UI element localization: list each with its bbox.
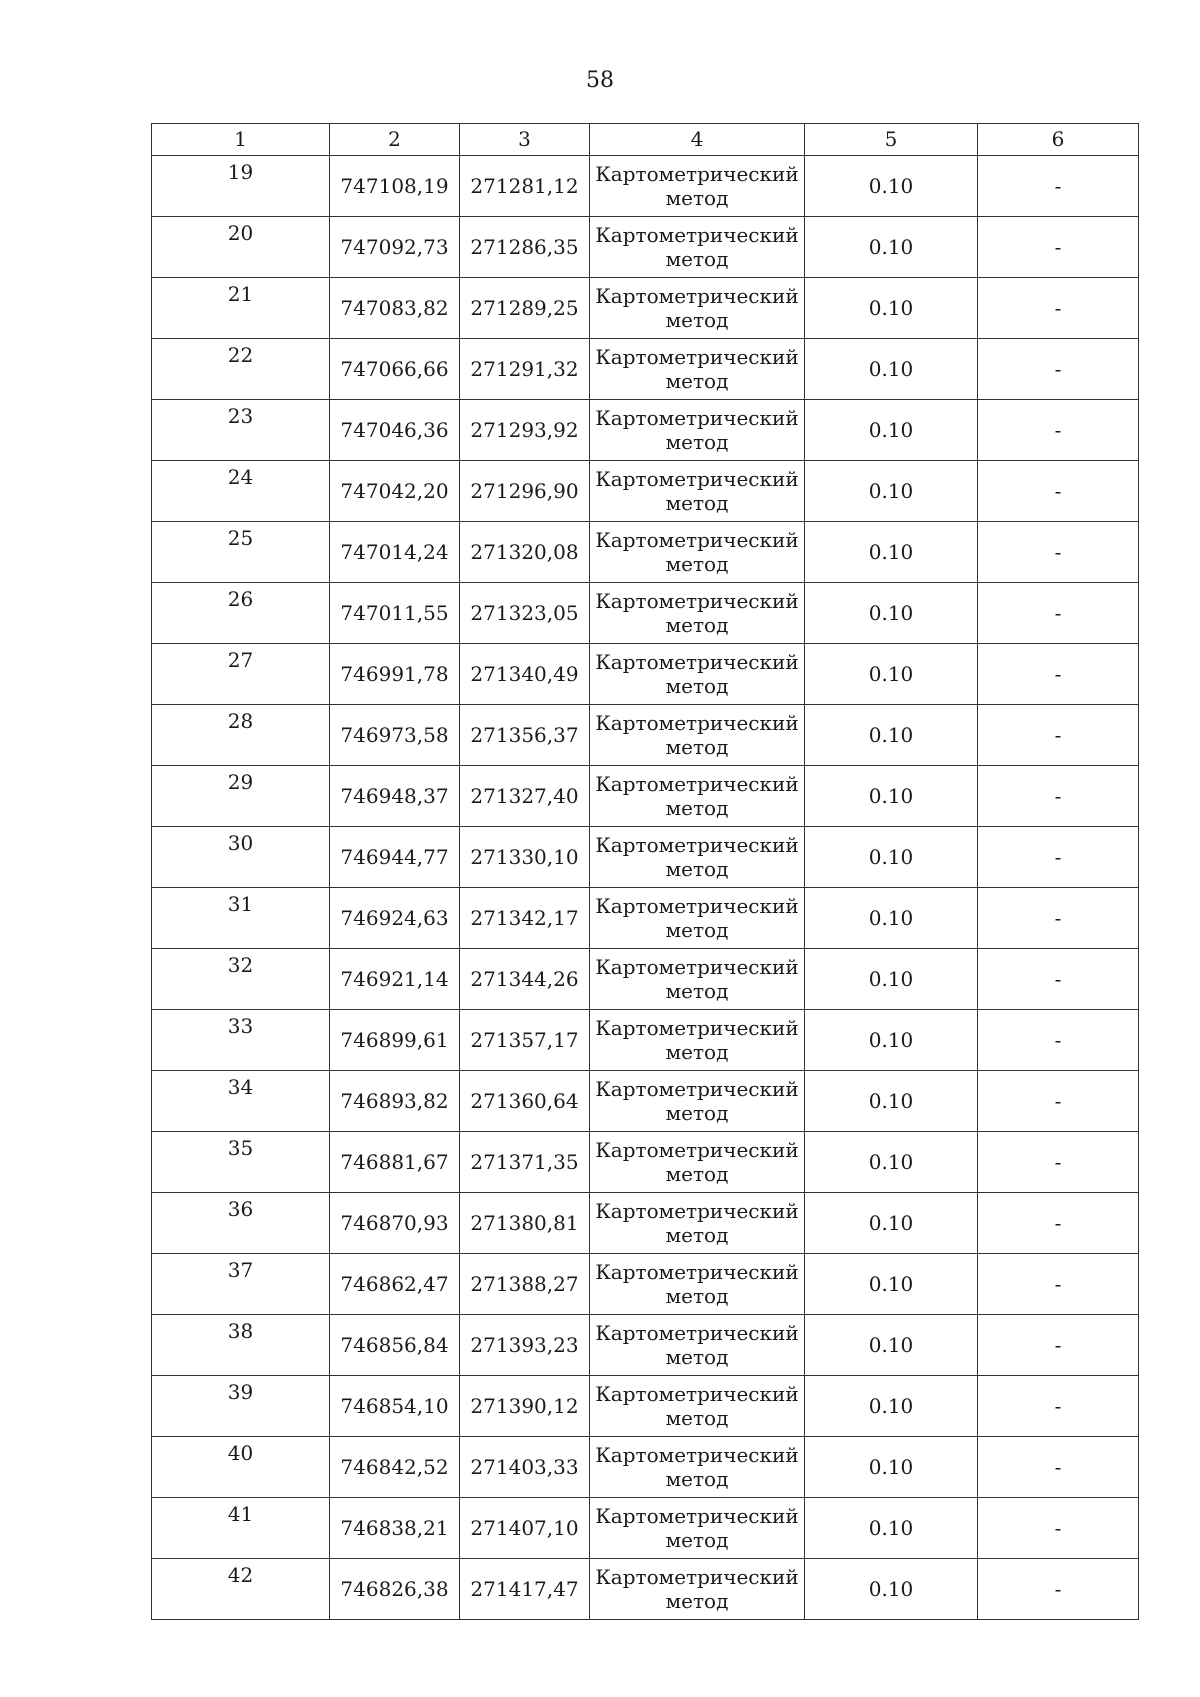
method-line-2: метод xyxy=(665,1223,729,1247)
method-line-1: Картометрический xyxy=(595,711,799,735)
accuracy-cell: 0.10 xyxy=(805,339,978,400)
method-cell xyxy=(590,1071,805,1132)
point-number-cell: 38 xyxy=(152,1315,330,1376)
table-row xyxy=(152,278,1139,339)
accuracy-cell: 0.10 xyxy=(805,1010,978,1071)
y-coordinate-cell: 271342,17 xyxy=(460,888,590,949)
x-coordinate-cell: 746862,47 xyxy=(330,1254,460,1315)
method-line-2: метод xyxy=(665,491,729,515)
header-cell-1: 1 xyxy=(152,124,330,156)
method-line-2: метод xyxy=(665,1589,729,1613)
method-line-2: метод xyxy=(665,918,729,942)
table-row xyxy=(152,827,1139,888)
accuracy-cell: 0.10 xyxy=(805,1315,978,1376)
table-row xyxy=(152,644,1139,705)
method-line-1: Картометрический xyxy=(595,589,799,613)
y-coordinate-cell: 271388,27 xyxy=(460,1254,590,1315)
x-coordinate-cell: 746973,58 xyxy=(330,705,460,766)
method-cell xyxy=(590,1254,805,1315)
accuracy-cell: 0.10 xyxy=(805,644,978,705)
y-coordinate-cell: 271281,12 xyxy=(460,156,590,217)
method-line-2: метод xyxy=(665,430,729,454)
header-cell-5: 5 xyxy=(805,124,978,156)
header-cell-4: 4 xyxy=(590,124,805,156)
method-line-2: метод xyxy=(665,1467,729,1491)
x-coordinate-cell: 747066,66 xyxy=(330,339,460,400)
point-number-cell: 35 xyxy=(152,1132,330,1193)
x-coordinate-cell: 747014,24 xyxy=(330,522,460,583)
accuracy-cell: 0.10 xyxy=(805,278,978,339)
method-line-1: Картометрический xyxy=(595,955,799,979)
x-coordinate-cell: 747092,73 xyxy=(330,217,460,278)
table-row xyxy=(152,583,1139,644)
header-row xyxy=(152,124,1139,156)
note-cell: - xyxy=(978,705,1139,766)
point-number-cell: 42 xyxy=(152,1559,330,1620)
method-line-1: Картометрический xyxy=(595,528,799,552)
note-cell: - xyxy=(978,1559,1139,1620)
accuracy-cell: 0.10 xyxy=(805,156,978,217)
y-coordinate-cell: 271293,92 xyxy=(460,400,590,461)
note-cell: - xyxy=(978,1254,1139,1315)
x-coordinate-cell: 747083,82 xyxy=(330,278,460,339)
y-coordinate-cell: 271417,47 xyxy=(460,1559,590,1620)
method-cell xyxy=(590,1498,805,1559)
method-cell xyxy=(590,400,805,461)
table-row xyxy=(152,156,1139,217)
table-row xyxy=(152,1559,1139,1620)
y-coordinate-cell: 271340,49 xyxy=(460,644,590,705)
method-line-2: метод xyxy=(665,1101,729,1125)
point-number-cell: 23 xyxy=(152,400,330,461)
page-number: 58 xyxy=(586,68,614,93)
note-cell: - xyxy=(978,156,1139,217)
header-cell-3: 3 xyxy=(460,124,590,156)
point-number-cell: 29 xyxy=(152,766,330,827)
method-cell xyxy=(590,1193,805,1254)
method-line-1: Картометрический xyxy=(595,1016,799,1040)
y-coordinate-cell: 271390,12 xyxy=(460,1376,590,1437)
accuracy-cell: 0.10 xyxy=(805,1559,978,1620)
accuracy-cell: 0.10 xyxy=(805,1437,978,1498)
note-cell: - xyxy=(978,1315,1139,1376)
y-coordinate-cell: 271323,05 xyxy=(460,583,590,644)
method-line-1: Картометрический xyxy=(595,1382,799,1406)
accuracy-cell: 0.10 xyxy=(805,1376,978,1437)
x-coordinate-cell: 746870,93 xyxy=(330,1193,460,1254)
method-cell xyxy=(590,1376,805,1437)
method-cell xyxy=(590,1437,805,1498)
header-cell-2: 2 xyxy=(330,124,460,156)
method-line-1: Картометрический xyxy=(595,894,799,918)
method-line-1: Картометрический xyxy=(595,406,799,430)
method-line-1: Картометрический xyxy=(595,345,799,369)
note-cell: - xyxy=(978,766,1139,827)
y-coordinate-cell: 271320,08 xyxy=(460,522,590,583)
note-cell: - xyxy=(978,1437,1139,1498)
method-line-1: Картометрический xyxy=(595,467,799,491)
point-number-cell: 41 xyxy=(152,1498,330,1559)
method-line-1: Картометрический xyxy=(595,650,799,674)
accuracy-cell: 0.10 xyxy=(805,827,978,888)
y-coordinate-cell: 271330,10 xyxy=(460,827,590,888)
table-row xyxy=(152,400,1139,461)
method-line-1: Картометрический xyxy=(595,772,799,796)
y-coordinate-cell: 271289,25 xyxy=(460,278,590,339)
point-number-cell: 25 xyxy=(152,522,330,583)
note-cell: - xyxy=(978,827,1139,888)
method-line-2: метод xyxy=(665,1345,729,1369)
method-cell xyxy=(590,278,805,339)
method-line-2: метод xyxy=(665,1040,729,1064)
x-coordinate-cell: 746838,21 xyxy=(330,1498,460,1559)
note-cell: - xyxy=(978,1376,1139,1437)
note-cell: - xyxy=(978,1498,1139,1559)
note-cell: - xyxy=(978,278,1139,339)
method-cell xyxy=(590,644,805,705)
coordinates-table xyxy=(151,123,1139,1620)
accuracy-cell: 0.10 xyxy=(805,888,978,949)
method-line-2: метод xyxy=(665,979,729,1003)
method-line-1: Картометрический xyxy=(595,1443,799,1467)
method-cell xyxy=(590,1559,805,1620)
accuracy-cell: 0.10 xyxy=(805,522,978,583)
x-coordinate-cell: 747042,20 xyxy=(330,461,460,522)
note-cell: - xyxy=(978,217,1139,278)
table-row xyxy=(152,705,1139,766)
method-line-1: Картометрический xyxy=(595,284,799,308)
table-row xyxy=(152,217,1139,278)
x-coordinate-cell: 746944,77 xyxy=(330,827,460,888)
x-coordinate-cell: 746899,61 xyxy=(330,1010,460,1071)
y-coordinate-cell: 271286,35 xyxy=(460,217,590,278)
y-coordinate-cell: 271356,37 xyxy=(460,705,590,766)
table-row xyxy=(152,1193,1139,1254)
table-body xyxy=(152,156,1139,1620)
point-number-cell: 30 xyxy=(152,827,330,888)
accuracy-cell: 0.10 xyxy=(805,1498,978,1559)
method-cell xyxy=(590,827,805,888)
y-coordinate-cell: 271407,10 xyxy=(460,1498,590,1559)
method-line-1: Картометрический xyxy=(595,223,799,247)
method-line-2: метод xyxy=(665,369,729,393)
table-row xyxy=(152,949,1139,1010)
table-row xyxy=(152,461,1139,522)
method-line-2: метод xyxy=(665,308,729,332)
method-line-2: метод xyxy=(665,735,729,759)
method-cell xyxy=(590,1010,805,1071)
x-coordinate-cell: 746856,84 xyxy=(330,1315,460,1376)
accuracy-cell: 0.10 xyxy=(805,461,978,522)
method-cell xyxy=(590,461,805,522)
y-coordinate-cell: 271371,35 xyxy=(460,1132,590,1193)
x-coordinate-cell: 747108,19 xyxy=(330,156,460,217)
method-cell xyxy=(590,888,805,949)
x-coordinate-cell: 746826,38 xyxy=(330,1559,460,1620)
method-line-1: Картометрический xyxy=(595,1199,799,1223)
note-cell: - xyxy=(978,583,1139,644)
x-coordinate-cell: 747046,36 xyxy=(330,400,460,461)
method-line-1: Картометрический xyxy=(595,1565,799,1589)
note-cell: - xyxy=(978,339,1139,400)
method-line-1: Картометрический xyxy=(595,162,799,186)
point-number-cell: 27 xyxy=(152,644,330,705)
table-row xyxy=(152,1010,1139,1071)
method-line-2: метод xyxy=(665,1406,729,1430)
accuracy-cell: 0.10 xyxy=(805,1132,978,1193)
y-coordinate-cell: 271403,33 xyxy=(460,1437,590,1498)
method-line-1: Картометрический xyxy=(595,1260,799,1284)
accuracy-cell: 0.10 xyxy=(805,217,978,278)
table-row xyxy=(152,1315,1139,1376)
method-cell xyxy=(590,705,805,766)
point-number-cell: 20 xyxy=(152,217,330,278)
note-cell: - xyxy=(978,1010,1139,1071)
y-coordinate-cell: 271327,40 xyxy=(460,766,590,827)
x-coordinate-cell: 746893,82 xyxy=(330,1071,460,1132)
header-cell-6: 6 xyxy=(978,124,1139,156)
method-line-2: метод xyxy=(665,857,729,881)
accuracy-cell: 0.10 xyxy=(805,1193,978,1254)
note-cell: - xyxy=(978,522,1139,583)
y-coordinate-cell: 271357,17 xyxy=(460,1010,590,1071)
note-cell: - xyxy=(978,1193,1139,1254)
method-cell xyxy=(590,1132,805,1193)
point-number-cell: 19 xyxy=(152,156,330,217)
point-number-cell: 32 xyxy=(152,949,330,1010)
x-coordinate-cell: 746854,10 xyxy=(330,1376,460,1437)
method-line-1: Картометрический xyxy=(595,833,799,857)
accuracy-cell: 0.10 xyxy=(805,766,978,827)
accuracy-cell: 0.10 xyxy=(805,949,978,1010)
x-coordinate-cell: 746948,37 xyxy=(330,766,460,827)
y-coordinate-cell: 271380,81 xyxy=(460,1193,590,1254)
method-cell xyxy=(590,1315,805,1376)
method-cell xyxy=(590,156,805,217)
point-number-cell: 24 xyxy=(152,461,330,522)
y-coordinate-cell: 271393,23 xyxy=(460,1315,590,1376)
table-row xyxy=(152,1498,1139,1559)
method-line-2: метод xyxy=(665,247,729,271)
point-number-cell: 26 xyxy=(152,583,330,644)
x-coordinate-cell: 746842,52 xyxy=(330,1437,460,1498)
accuracy-cell: 0.10 xyxy=(805,705,978,766)
method-line-2: метод xyxy=(665,1284,729,1308)
table-row xyxy=(152,1376,1139,1437)
method-cell xyxy=(590,339,805,400)
method-line-2: метод xyxy=(665,186,729,210)
table-row xyxy=(152,522,1139,583)
method-line-1: Картометрический xyxy=(595,1321,799,1345)
note-cell: - xyxy=(978,461,1139,522)
point-number-cell: 28 xyxy=(152,705,330,766)
method-line-2: метод xyxy=(665,1162,729,1186)
method-line-2: метод xyxy=(665,552,729,576)
point-number-cell: 39 xyxy=(152,1376,330,1437)
x-coordinate-cell: 746921,14 xyxy=(330,949,460,1010)
method-cell xyxy=(590,949,805,1010)
accuracy-cell: 0.10 xyxy=(805,1071,978,1132)
accuracy-cell: 0.10 xyxy=(805,400,978,461)
method-line-1: Картометрический xyxy=(595,1138,799,1162)
point-number-cell: 36 xyxy=(152,1193,330,1254)
note-cell: - xyxy=(978,949,1139,1010)
method-cell xyxy=(590,583,805,644)
table-row xyxy=(152,339,1139,400)
x-coordinate-cell: 746991,78 xyxy=(330,644,460,705)
table-row xyxy=(152,1437,1139,1498)
y-coordinate-cell: 271360,64 xyxy=(460,1071,590,1132)
point-number-cell: 37 xyxy=(152,1254,330,1315)
x-coordinate-cell: 746881,67 xyxy=(330,1132,460,1193)
table-row xyxy=(152,888,1139,949)
method-line-2: метод xyxy=(665,796,729,820)
method-line-2: метод xyxy=(665,1528,729,1552)
method-cell xyxy=(590,217,805,278)
point-number-cell: 31 xyxy=(152,888,330,949)
accuracy-cell: 0.10 xyxy=(805,583,978,644)
y-coordinate-cell: 271296,90 xyxy=(460,461,590,522)
method-cell xyxy=(590,766,805,827)
point-number-cell: 21 xyxy=(152,278,330,339)
x-coordinate-cell: 747011,55 xyxy=(330,583,460,644)
note-cell: - xyxy=(978,644,1139,705)
method-cell xyxy=(590,522,805,583)
table-row xyxy=(152,1071,1139,1132)
note-cell: - xyxy=(978,400,1139,461)
method-line-1: Картометрический xyxy=(595,1504,799,1528)
table-row xyxy=(152,766,1139,827)
point-number-cell: 22 xyxy=(152,339,330,400)
x-coordinate-cell: 746924,63 xyxy=(330,888,460,949)
table-row xyxy=(152,1254,1139,1315)
point-number-cell: 33 xyxy=(152,1010,330,1071)
method-line-1: Картометрический xyxy=(595,1077,799,1101)
y-coordinate-cell: 271291,32 xyxy=(460,339,590,400)
y-coordinate-cell: 271344,26 xyxy=(460,949,590,1010)
note-cell: - xyxy=(978,1132,1139,1193)
point-number-cell: 34 xyxy=(152,1071,330,1132)
table-row xyxy=(152,1132,1139,1193)
note-cell: - xyxy=(978,888,1139,949)
point-number-cell: 40 xyxy=(152,1437,330,1498)
accuracy-cell: 0.10 xyxy=(805,1254,978,1315)
note-cell: - xyxy=(978,1071,1139,1132)
method-line-2: метод xyxy=(665,674,729,698)
method-line-2: метод xyxy=(665,613,729,637)
